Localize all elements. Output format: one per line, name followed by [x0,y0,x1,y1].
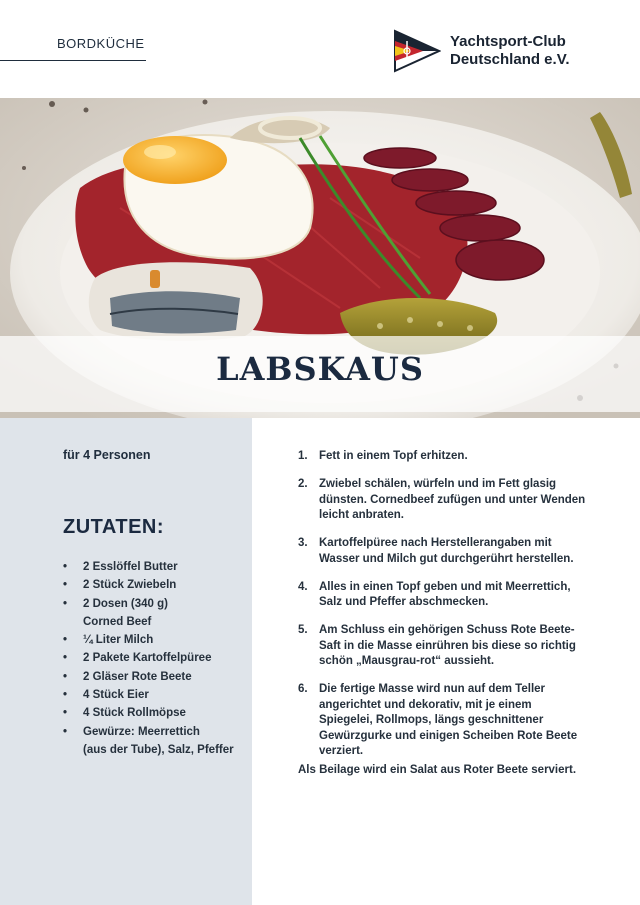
ingredient-item: • 2 Gläser Rote Beete [63,668,248,686]
ingredient-item: • 2 Stück Zwiebeln [63,576,248,594]
section-divider [0,60,146,61]
step-text: Am Schluss ein gehörigen Schuss Rote Beete-Saft in die Masse einrühren bis diese so richtig schön „Mausgrau-rot“ aussieht. [319,624,576,667]
step-item [298,682,588,760]
ingredient-item: • 2 Pakete Kartoffelpüree [63,649,248,667]
step-item [298,623,588,670]
ingredients-heading: ZUTATEN: [63,516,165,538]
ingredient-item: • ¼ Liter Milch [63,631,248,649]
club-name [450,33,570,69]
step-number: 5. [298,624,308,636]
step-number: 1. [298,450,308,462]
step-text: Zwiebel schälen, würfeln und im Fett glasig dünsten. Cornedbeef zufügen und unter Wenden leicht anbraten. [319,478,586,521]
ingredient-item-continuation: (aus der Tube), Salz, Pfeffer [83,743,234,756]
step-item [298,477,588,524]
step-text: Alles in einen Topf geben und mit Meerrettich, Salz und Pfeffer abschmecken. [319,580,571,608]
step-item [298,580,588,611]
preparation-steps [298,449,588,772]
ingredient-item: • 2 Esslöffel Butter [63,558,248,576]
ingredient-item: • Gewürze: Meerrettich [63,723,248,741]
side-dish-note: Als Beilage wird ein Salat aus Roter Beete serviert. [298,764,577,776]
ingredient-item: • 4 Stück Eier [63,686,248,704]
club-burgee-logo-icon [393,27,441,75]
page-header [0,0,640,98]
section-label: BORDKÜCHE [57,36,145,51]
step-text: Kartoffelpüree nach Herstellerangaben mit Wasser und Milch gut durchgerührt herstellen. [319,537,574,565]
step-item [298,449,588,465]
club-name-line2: Deutschland e.V. [450,51,570,68]
ingredient-item: • 2 Dosen (340 g) [63,595,248,613]
servings-text: für 4 Personen [63,448,151,462]
step-text: Die fertige Masse wird nun auf dem Teller angerichtet und dekorativ, mit je einem Spiegelei, Rollmops, längs geschnittener Gewürzgurke und einigen Scheiben Rote Beete verziert. [319,683,578,757]
step-number: 6. [298,683,308,695]
hero-food-image [0,98,640,418]
step-number: 3. [298,537,308,549]
ingredient-item: • 4 Stück Rollmöpse [63,704,248,722]
step-text: Fett in einem Topf erhitzen. [319,450,468,462]
ingredients-list [63,558,248,759]
step-number: 4. [298,580,308,593]
step-number: 2. [298,478,308,490]
step-item [298,536,588,567]
ingredient-item-continuation: Corned Beef [83,615,152,628]
club-name-line1: Yachtsport-Club [450,33,566,50]
recipe-title: LABSKAUS [216,350,424,388]
